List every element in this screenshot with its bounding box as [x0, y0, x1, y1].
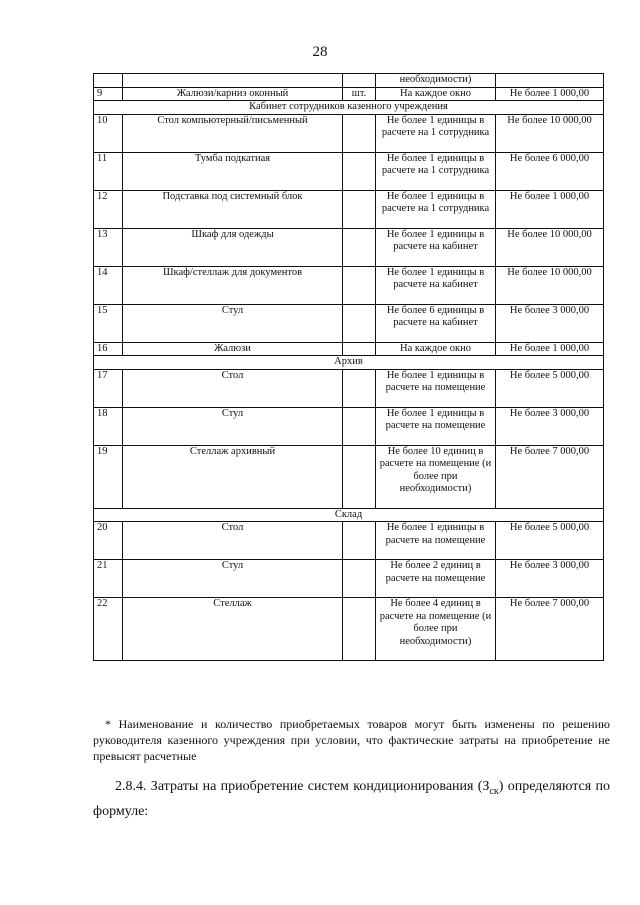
cell-price: Не более 10 000,00: [496, 266, 604, 304]
cell-num: 9: [94, 87, 123, 101]
cell-qty: Не более 1 единицы в расчете на кабинет: [376, 266, 496, 304]
cell-price: Не более 1 000,00: [496, 342, 604, 356]
section-title: Архив: [94, 356, 604, 370]
cell-qty: Не более 1 единицы в расчете на 1 сотрудника: [376, 152, 496, 190]
cell-price: Не более 10 000,00: [496, 228, 604, 266]
table-row: [94, 190, 604, 228]
cell-price: Не более 6 000,00: [496, 152, 604, 190]
cell-price: Не более 7 000,00: [496, 445, 604, 508]
cell-qty: Не более 1 единицы в расчете на кабинет: [376, 228, 496, 266]
cell-qty: На каждое окно: [376, 87, 496, 101]
cell-price: Не более 10 000,00: [496, 114, 604, 152]
cell-price: Не более 5 000,00: [496, 369, 604, 407]
cell-unit: [343, 152, 376, 190]
paragraph-text: 2.8.4. Затраты на приобретение систем кондиционирования (З: [115, 779, 490, 794]
cell-name: Стеллаж архивный: [123, 445, 343, 508]
section-row: [94, 356, 604, 370]
cell-unit: [343, 522, 376, 560]
table-row: [94, 522, 604, 560]
cell-num: 14: [94, 266, 123, 304]
cell-price: Не более 3 000,00: [496, 304, 604, 342]
cell-num: 19: [94, 445, 123, 508]
section-paragraph: [93, 777, 610, 822]
table-row: [94, 598, 604, 661]
cell-num: 18: [94, 407, 123, 445]
cell-name: Шкаф/стеллаж для документов: [123, 266, 343, 304]
footnote: * Наименование и количество приобретаемых товаров могут быть изменены по решению руководителя казенного учреждения при условии, что фактические затраты на приобретение не превысят расчетные: [93, 717, 610, 763]
cell-qty: необходимости): [376, 74, 496, 88]
cell-name: Жалюзи: [123, 342, 343, 356]
section-row: [94, 508, 604, 522]
cell-qty: Не более 10 единиц в расчете на помещение (и более при необходимости): [376, 445, 496, 508]
cell-price: Не более 3 000,00: [496, 407, 604, 445]
cell-price: Не более 1 000,00: [496, 190, 604, 228]
cell-name: Стол компьютерный/письменный: [123, 114, 343, 152]
cell-num: 17: [94, 369, 123, 407]
cell-unit: [343, 74, 376, 88]
table-row: [94, 407, 604, 445]
cell-num: 11: [94, 152, 123, 190]
table-row: [94, 228, 604, 266]
cell-qty: Не более 4 единиц в расчете на помещение (и более при необходимости): [376, 598, 496, 661]
table-row: [94, 304, 604, 342]
table-row: [94, 369, 604, 407]
cell-num: 10: [94, 114, 123, 152]
cell-num: 21: [94, 560, 123, 598]
cell-num: 20: [94, 522, 123, 560]
table-row: [94, 152, 604, 190]
cell-unit: [343, 369, 376, 407]
cell-price: Не более 1 000,00: [496, 87, 604, 101]
cell-name: Стул: [123, 304, 343, 342]
cell-num: 13: [94, 228, 123, 266]
table-row: [94, 266, 604, 304]
cell-price: Не более 7 000,00: [496, 598, 604, 661]
cell-unit: [343, 342, 376, 356]
cell-name: Стеллаж: [123, 598, 343, 661]
cell-qty: На каждое окно: [376, 342, 496, 356]
cell-name: Стул: [123, 407, 343, 445]
cell-unit: [343, 598, 376, 661]
cell-num: 22: [94, 598, 123, 661]
cell-name: Жалюзи/карниз оконный: [123, 87, 343, 101]
cell-qty: Не более 2 единиц в расчете на помещение: [376, 560, 496, 598]
cell-name: Шкаф для одежды: [123, 228, 343, 266]
cell-unit: [343, 304, 376, 342]
cell-num: [94, 74, 123, 88]
cell-qty: Не более 1 единицы в расчете на помещение: [376, 522, 496, 560]
furniture-table: [93, 73, 604, 661]
cell-unit: [343, 114, 376, 152]
cell-name: Тумба подкатиая: [123, 152, 343, 190]
cell-num: 16: [94, 342, 123, 356]
cell-unit: [343, 445, 376, 508]
table-row: [94, 560, 604, 598]
section-title: Склад: [94, 508, 604, 522]
cell-qty: Не более 1 единицы в расчете на помещение: [376, 369, 496, 407]
table-row: [94, 445, 604, 508]
cell-num: 12: [94, 190, 123, 228]
section-row: [94, 101, 604, 115]
cell-price: Не более 3 000,00: [496, 560, 604, 598]
table-row: [94, 87, 604, 101]
paragraph-subscript: ск: [489, 785, 499, 797]
section-title: Кабинет сотрудников казенного учреждения: [94, 101, 604, 115]
page-number: 28: [312, 44, 328, 60]
table-row: [94, 342, 604, 356]
cell-unit: [343, 560, 376, 598]
cell-name: Стол: [123, 369, 343, 407]
cell-num: 15: [94, 304, 123, 342]
cell-name: Стол: [123, 522, 343, 560]
cell-qty: Не более 6 единицы в расчете на кабинет: [376, 304, 496, 342]
cell-qty: Не более 1 единицы в расчете на 1 сотрудника: [376, 190, 496, 228]
table-row: [94, 114, 604, 152]
cell-unit: [343, 266, 376, 304]
cell-unit: [343, 228, 376, 266]
cell-name: Подставка под системный блок: [123, 190, 343, 228]
cell-name: Стул: [123, 560, 343, 598]
cell-price: [496, 74, 604, 88]
cell-qty: Не более 1 единицы в расчете на 1 сотрудника: [376, 114, 496, 152]
cell-unit: шт.: [343, 87, 376, 101]
cell-price: Не более 5 000,00: [496, 522, 604, 560]
cell-qty: Не более 1 единицы в расчете на помещение: [376, 407, 496, 445]
cell-unit: [343, 190, 376, 228]
cell-name: [123, 74, 343, 88]
table-row: [94, 74, 604, 88]
cell-unit: [343, 407, 376, 445]
paragraph-tail: ) определяются по формуле:: [93, 779, 610, 819]
